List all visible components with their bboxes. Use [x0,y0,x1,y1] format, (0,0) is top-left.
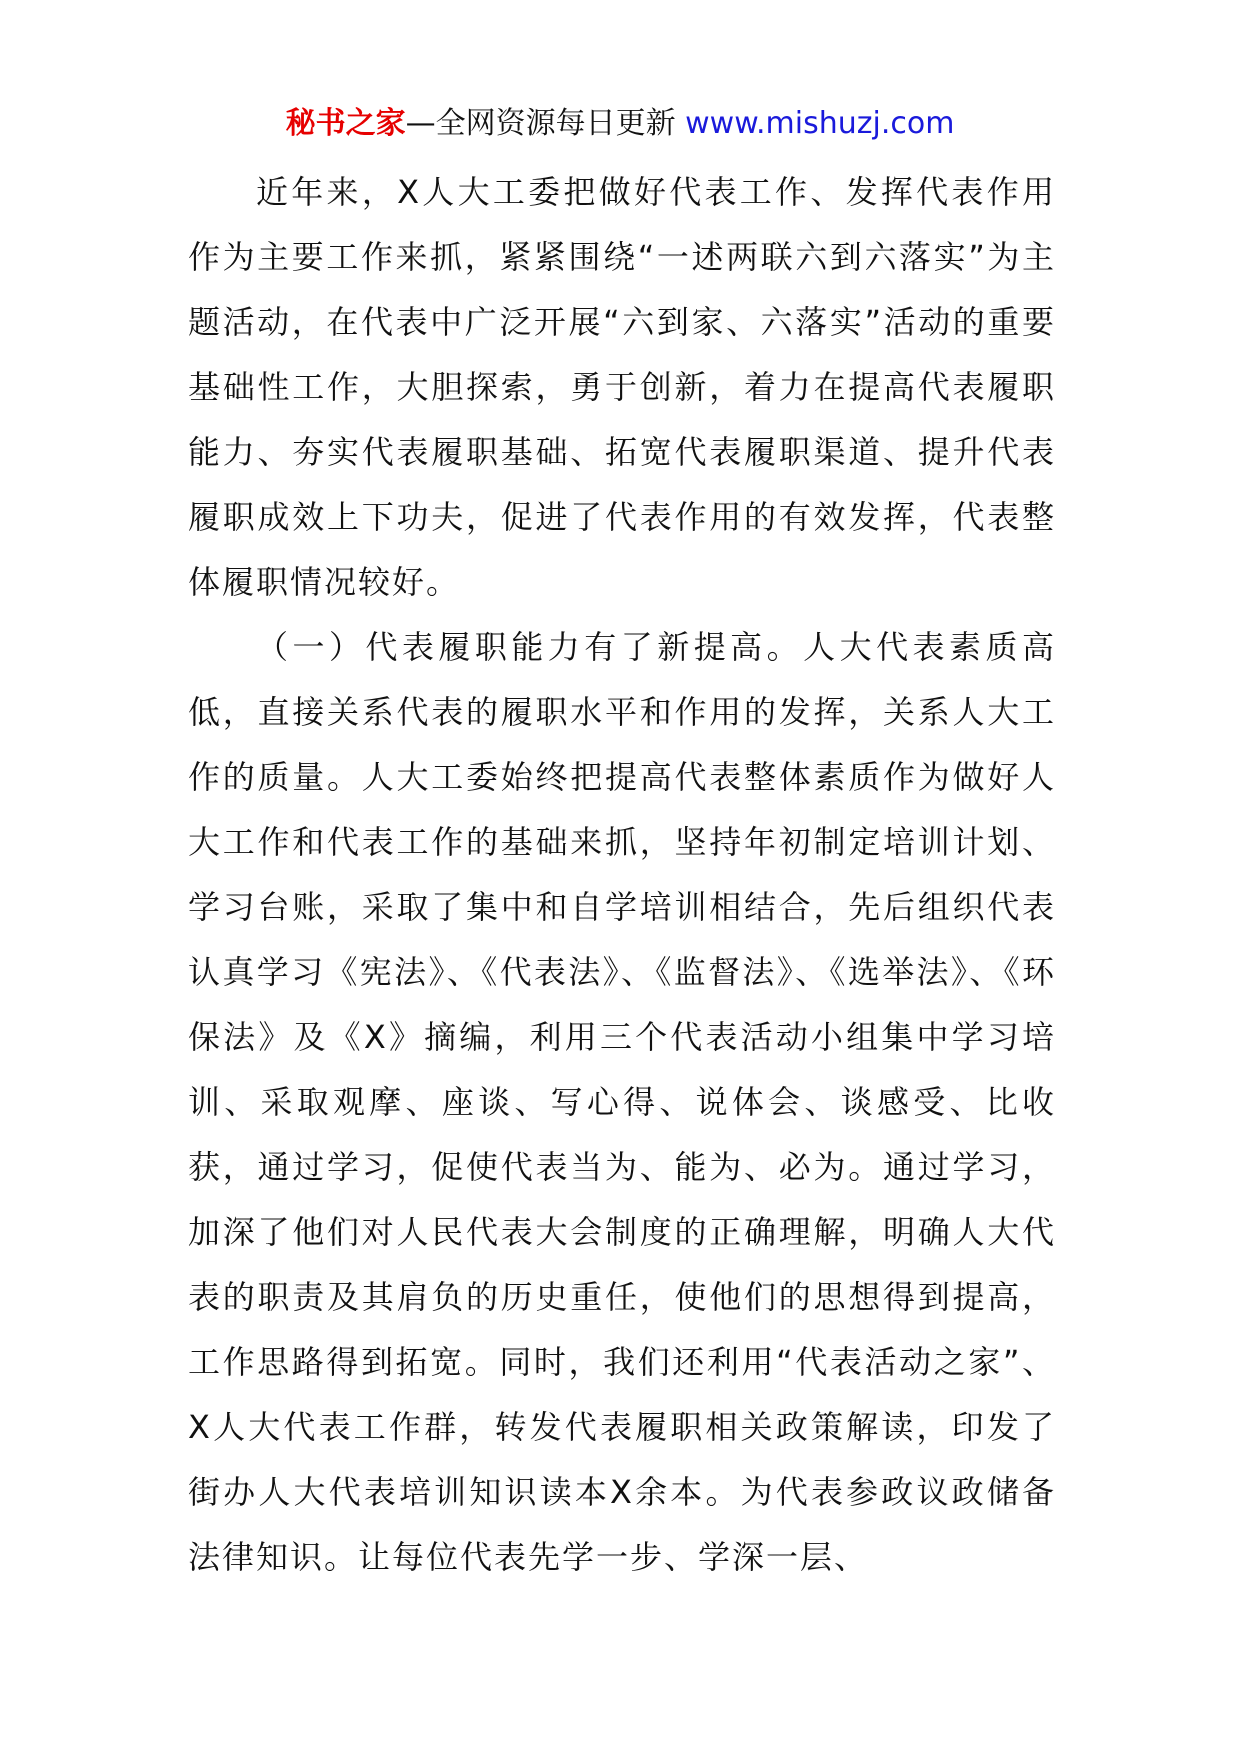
site-url-link[interactable]: www.mishuzj.com [685,106,955,141]
paragraph-section-1: （一）代表履职能力有了新提高。人大代表素质高低，直接关系代表的履职水平和作用的发挥，关系人大工作的质量。人大工委始终把提高代表整体素质作为做好人大工作和代表工作的基础来抓，坚持年初制定培训计划、学习台账，采取了集中和自学培训相结合，先后组织代表认真学习《宪法》、《代表法》、《监督法》、《选举法》、《环保法》及《X》摘编，利用三个代表活动小组集中学习培训、采取观摩、座谈、写心得、说体会、谈感受、比收获，通过学习，促使代表当为、能为、必为。通过学习，加深了他们对人民代表大会制度的正确理解，明确人大代表的职责及其肩负的历史重任，使他们的思想得到提高，工作思路得到拓宽。同时，我们还利用“代表活动之家”、X人大代表工作群，转发代表履职相关政策解读，印发了街办人大代表培训知识读本X余本。为代表参政议政储备法律知识。让每位代表先学一步、学深一层、 [188,628,1056,1576]
document-body [188,160,1056,1590]
site-brand: 秘书之家 [285,106,406,141]
site-tagline: —全网资源每日更新 [405,106,686,141]
site-header [0,100,1240,148]
paragraph-intro: 近年来，X人大工委把做好代表工作、发挥代表作用作为主要工作来抓，紧紧围绕“一述两联六到六落实”为主题活动，在代表中广泛开展“六到家、六落实”活动的重要基础性工作，大胆探索，勇于创新，着力在提高代表履职能力、夯实代表履职基础、拓宽代表履职渠道、提升代表履职成效上下功夫，促进了代表作用的有效发挥，代表整体履职情况较好。 [188,173,1056,601]
